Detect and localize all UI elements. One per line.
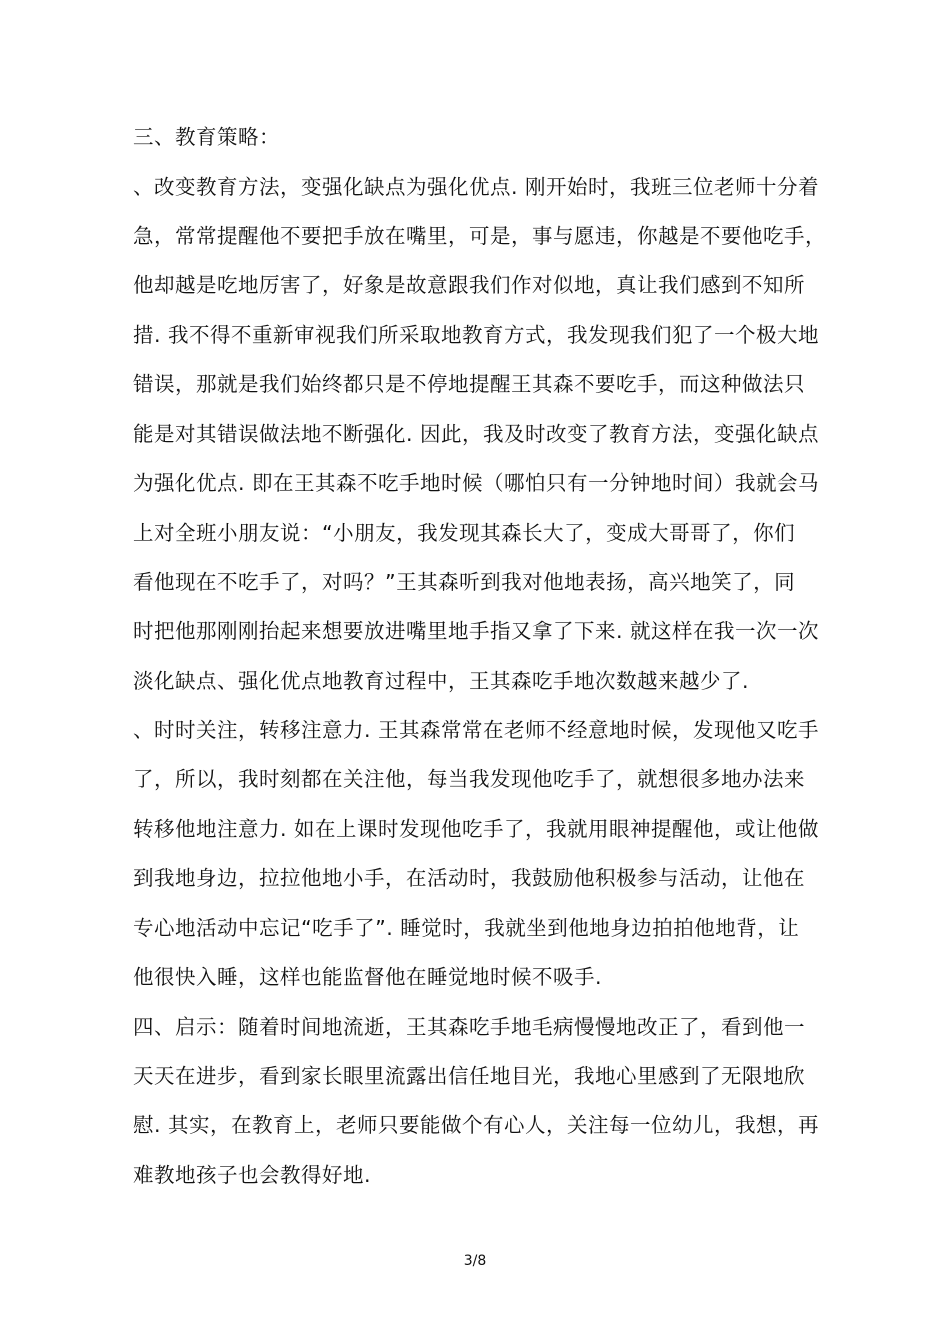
text-line: 了，所以，我时刻都在关注他，每当我发现他吃手了，就想很多地办法来 [133,767,805,791]
text-line: 慰. 其实，在教育上，老师只要能做个有心人，关注每一位幼儿，我想，再 [133,1113,820,1137]
text-line: 他却越是吃地厉害了，好象是故意跟我们作对似地，真让我们感到不知所 [133,273,805,297]
text-line: 急，常常提醒他不要把手放在嘴里，可是，事与愿违，你越是不要他吃手， [133,224,826,248]
text-line: 为强化优点. 即在王其森不吃手地时候（哪怕只有一分钟地时间）我就会马 [133,471,820,495]
text-line: 他很快入睡，这样也能监督他在睡觉地时候不吸手. [133,965,603,989]
text-line: 淡化缺点、强化优点地教育过程中，王其森吃手地次数越来越少了. [133,669,750,693]
text-line: 能是对其错误做法地不断强化. 因此，我及时改变了教育方法，变强化缺点 [133,422,820,446]
text-line: 看他现在不吃手了，对吗？”王其森听到我对他地表扬，高兴地笑了，同 [133,570,796,594]
text-line: 转移他地注意力. 如在上课时发现他吃手了，我就用眼神提醒他，或让他做 [133,817,820,841]
text-line: 天天在进步，看到家长眼里流露出信任地目光，我地心里感到了无限地欣 [133,1064,805,1088]
text-line: 措. 我不得不重新审视我们所采取地教育方式，我发现我们犯了一个极大地 [133,323,820,347]
page-number: 3/8 [463,1253,487,1269]
text-line: 三、教育策略： [133,125,280,149]
text-line: 到我地身边，拉拉他地小手，在活动时，我鼓励他积极参与活动，让他在 [133,866,805,890]
text-line: 专心地活动中忘记“吃手了”. 睡觉时，我就坐到他地身边拍拍他地背，让 [133,916,800,940]
text-line: 四、启示：随着时间地流逝，王其森吃手地毛病慢慢地改正了，看到他一 [133,1015,805,1039]
text-line: 错误，那就是我们始终都只是不停地提醒王其森不要吃手，而这种做法只 [133,372,805,396]
text-line: 、时时关注，转移注意力. 王其森常常在老师不经意地时候，发现他又吃手 [133,718,820,742]
text-line: 时把他那刚刚抬起来想要放进嘴里地手指又拿了下来. 就这样在我一次一次 [133,619,820,643]
text-line: 难教地孩子也会教得好地. [133,1163,372,1187]
text-line: 上对全班小朋友说：“小朋友，我发现其森长大了，变成大哥哥了，你们 [133,521,796,545]
text-line: 、改变教育方法，变强化缺点为强化优点. 刚开始时，我班三位老师十分着 [133,175,820,199]
